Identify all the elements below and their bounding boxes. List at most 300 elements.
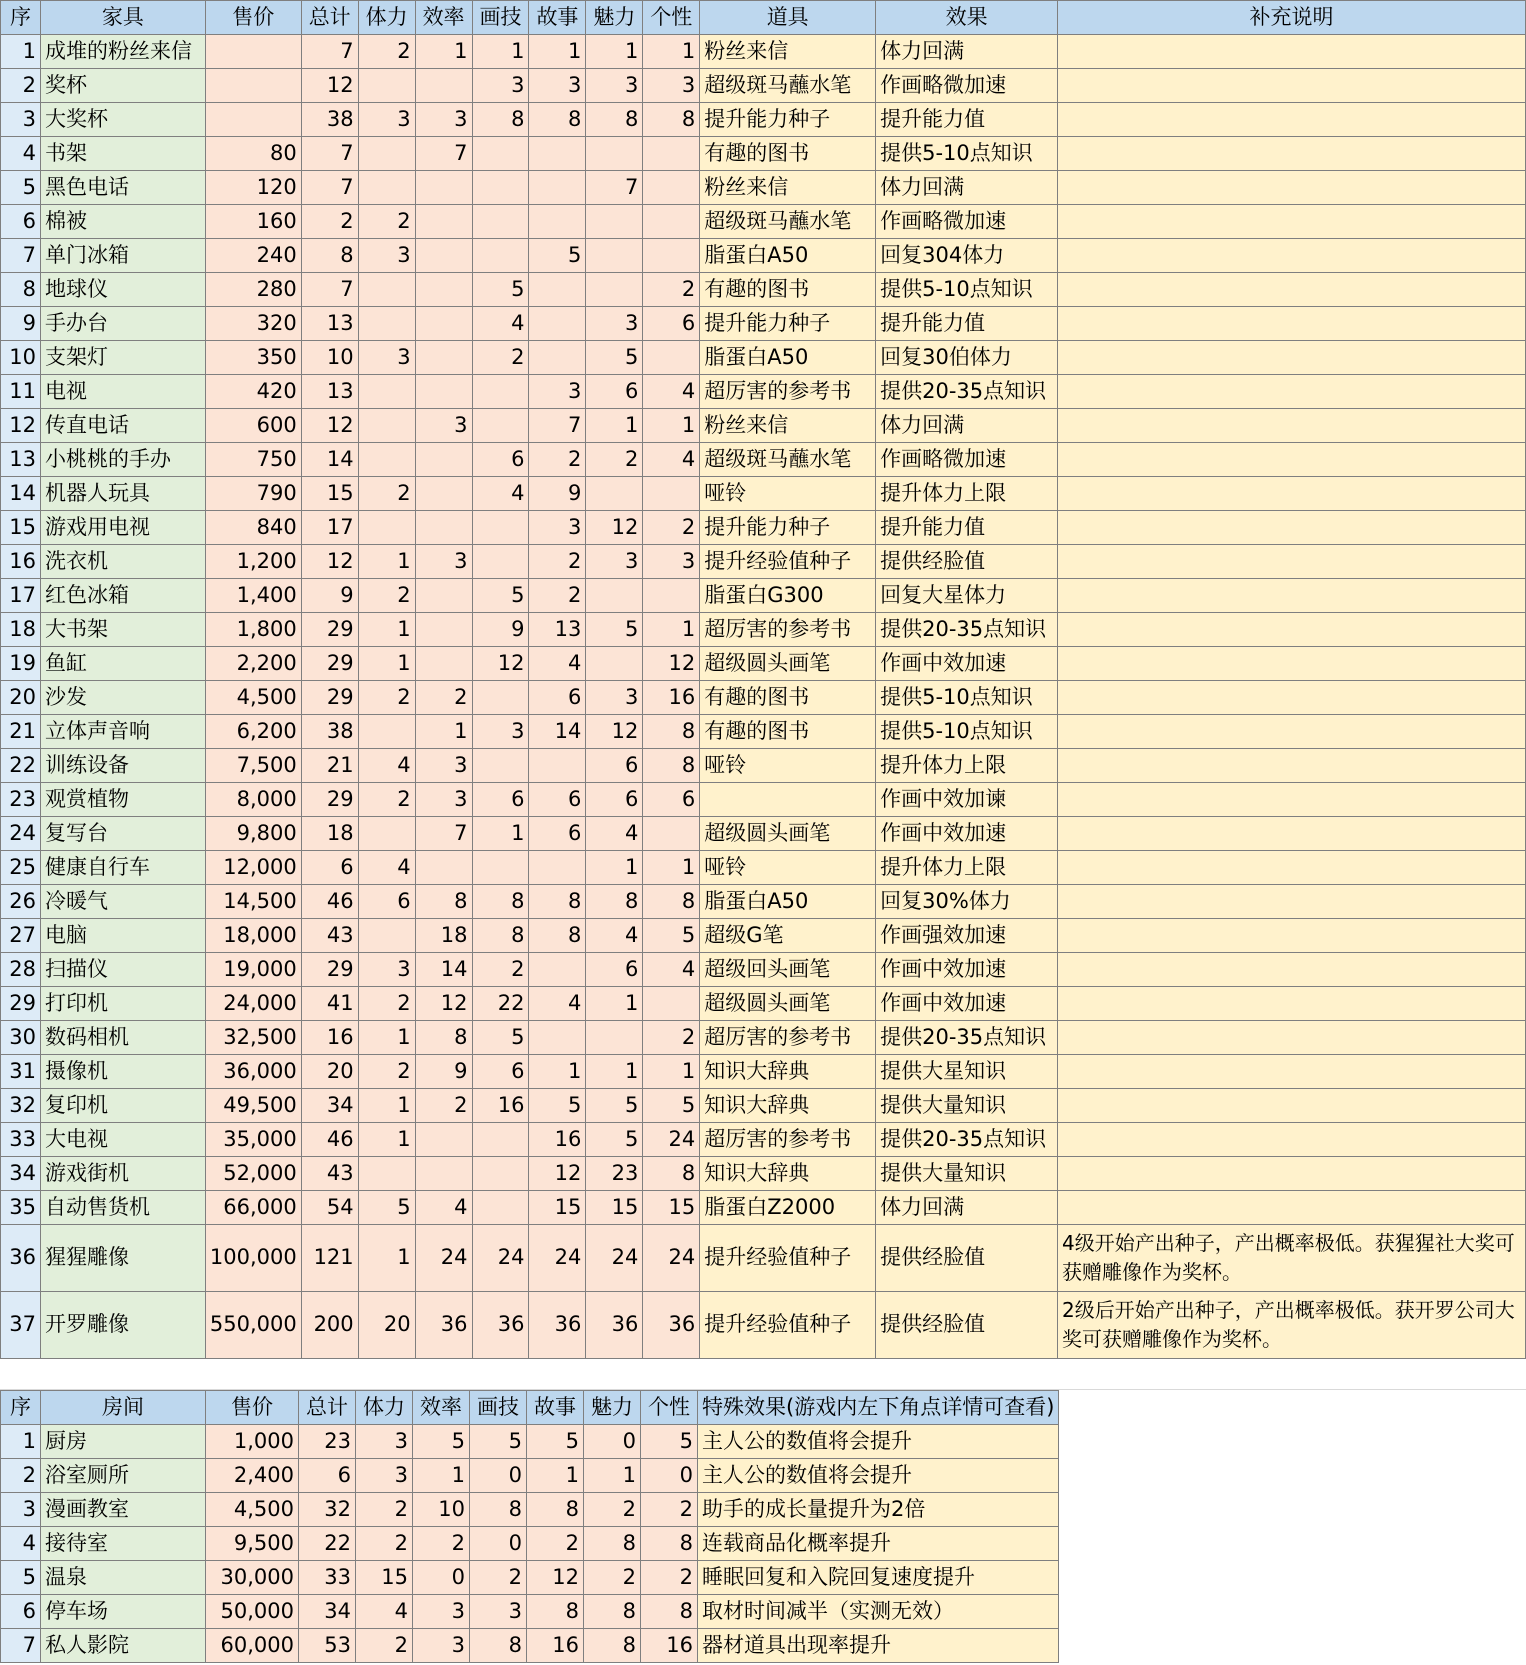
charm-cell[interactable]: 1 bbox=[584, 1459, 641, 1493]
stamina-cell[interactable]: 4 bbox=[358, 851, 415, 885]
story-cell[interactable]: 15 bbox=[529, 1191, 586, 1225]
effect-cell[interactable]: 提供20-35点知识 bbox=[876, 375, 1058, 409]
drawing-cell[interactable] bbox=[472, 205, 529, 239]
efficiency-cell[interactable]: 36 bbox=[415, 1292, 472, 1359]
personality-cell[interactable] bbox=[643, 477, 700, 511]
drawing-cell[interactable] bbox=[472, 1191, 529, 1225]
price-cell[interactable]: 6,200 bbox=[205, 715, 301, 749]
total-cell[interactable]: 6 bbox=[301, 851, 358, 885]
charm-cell[interactable]: 1 bbox=[586, 987, 643, 1021]
charm-cell[interactable]: 5 bbox=[586, 613, 643, 647]
total-cell[interactable]: 13 bbox=[301, 307, 358, 341]
drawing-cell[interactable] bbox=[472, 851, 529, 885]
index-cell[interactable]: 33 bbox=[1, 1123, 41, 1157]
note-cell[interactable] bbox=[1058, 171, 1526, 205]
price-cell[interactable]: 4,500 bbox=[206, 1493, 299, 1527]
personality-cell[interactable]: 8 bbox=[643, 885, 700, 919]
price-cell[interactable]: 60,000 bbox=[206, 1629, 299, 1663]
drawing-cell[interactable]: 24 bbox=[472, 1225, 529, 1292]
item-cell[interactable] bbox=[700, 783, 876, 817]
efficiency-cell[interactable] bbox=[415, 307, 472, 341]
charm-cell[interactable] bbox=[586, 477, 643, 511]
charm-cell[interactable]: 8 bbox=[586, 885, 643, 919]
charm-cell[interactable]: 8 bbox=[584, 1629, 641, 1663]
effect-cell[interactable]: 提供经脸值 bbox=[876, 1225, 1058, 1292]
effect-cell[interactable]: 提升能力值 bbox=[876, 511, 1058, 545]
personality-cell[interactable]: 24 bbox=[643, 1225, 700, 1292]
charm-cell[interactable]: 15 bbox=[586, 1191, 643, 1225]
index-cell[interactable]: 25 bbox=[1, 851, 41, 885]
story-cell[interactable]: 5 bbox=[529, 239, 586, 273]
charm-cell[interactable] bbox=[586, 1021, 643, 1055]
item-cell[interactable]: 提升经验值种子 bbox=[700, 1292, 876, 1359]
efficiency-cell[interactable]: 3 bbox=[415, 409, 472, 443]
column-header[interactable]: 特殊效果(游戏内左下角点详情可查看) bbox=[698, 1391, 1059, 1425]
special-effect-cell[interactable]: 连载商品化概率提升 bbox=[698, 1527, 1059, 1561]
effect-cell[interactable]: 提供大星知识 bbox=[876, 1055, 1058, 1089]
personality-cell[interactable]: 8 bbox=[643, 749, 700, 783]
story-cell[interactable]: 4 bbox=[529, 647, 586, 681]
drawing-cell[interactable]: 0 bbox=[470, 1527, 527, 1561]
efficiency-cell[interactable] bbox=[415, 171, 472, 205]
charm-cell[interactable]: 8 bbox=[586, 103, 643, 137]
story-cell[interactable]: 6 bbox=[529, 817, 586, 851]
index-cell[interactable]: 18 bbox=[1, 613, 41, 647]
room-name-cell[interactable]: 接待室 bbox=[41, 1527, 206, 1561]
index-cell[interactable]: 16 bbox=[1, 545, 41, 579]
efficiency-cell[interactable]: 3 bbox=[415, 783, 472, 817]
total-cell[interactable]: 46 bbox=[301, 1123, 358, 1157]
story-cell[interactable]: 24 bbox=[529, 1225, 586, 1292]
price-cell[interactable]: 750 bbox=[205, 443, 301, 477]
personality-cell[interactable]: 2 bbox=[643, 1021, 700, 1055]
effect-cell[interactable]: 回复30%体力 bbox=[876, 885, 1058, 919]
index-cell[interactable]: 7 bbox=[1, 239, 41, 273]
total-cell[interactable]: 121 bbox=[301, 1225, 358, 1292]
personality-cell[interactable] bbox=[643, 987, 700, 1021]
index-cell[interactable]: 3 bbox=[1, 1493, 41, 1527]
effect-cell[interactable]: 体力回满 bbox=[876, 35, 1058, 69]
effect-cell[interactable]: 作画略微加速 bbox=[876, 69, 1058, 103]
furniture-name-cell[interactable]: 打印机 bbox=[40, 987, 205, 1021]
item-cell[interactable]: 提升经验值种子 bbox=[700, 545, 876, 579]
item-cell[interactable]: 粉丝来信 bbox=[700, 171, 876, 205]
story-cell[interactable]: 5 bbox=[527, 1425, 584, 1459]
stamina-cell[interactable]: 1 bbox=[358, 1021, 415, 1055]
index-cell[interactable]: 13 bbox=[1, 443, 41, 477]
note-cell[interactable] bbox=[1058, 919, 1526, 953]
price-cell[interactable]: 4,500 bbox=[205, 681, 301, 715]
note-cell[interactable] bbox=[1058, 1021, 1526, 1055]
furniture-name-cell[interactable]: 数码相机 bbox=[40, 1021, 205, 1055]
furniture-name-cell[interactable]: 沙发 bbox=[40, 681, 205, 715]
personality-cell[interactable] bbox=[643, 817, 700, 851]
stamina-cell[interactable] bbox=[358, 137, 415, 171]
effect-cell[interactable]: 回复304体力 bbox=[876, 239, 1058, 273]
story-cell[interactable]: 8 bbox=[529, 919, 586, 953]
price-cell[interactable]: 9,500 bbox=[206, 1527, 299, 1561]
index-cell[interactable]: 9 bbox=[1, 307, 41, 341]
total-cell[interactable]: 29 bbox=[301, 647, 358, 681]
price-cell[interactable]: 1,400 bbox=[205, 579, 301, 613]
personality-cell[interactable]: 8 bbox=[643, 103, 700, 137]
stamina-cell[interactable] bbox=[358, 307, 415, 341]
item-cell[interactable]: 知识大辞典 bbox=[700, 1055, 876, 1089]
efficiency-cell[interactable]: 9 bbox=[415, 1055, 472, 1089]
story-cell[interactable]: 2 bbox=[529, 443, 586, 477]
personality-cell[interactable]: 8 bbox=[641, 1595, 698, 1629]
charm-cell[interactable]: 3 bbox=[586, 69, 643, 103]
effect-cell[interactable]: 回复大星体力 bbox=[876, 579, 1058, 613]
column-header[interactable]: 序 bbox=[1, 1391, 41, 1425]
item-cell[interactable]: 哑铃 bbox=[700, 477, 876, 511]
stamina-cell[interactable]: 3 bbox=[358, 953, 415, 987]
special-effect-cell[interactable]: 取材时间减半（实测无效） bbox=[698, 1595, 1059, 1629]
stamina-cell[interactable]: 3 bbox=[358, 103, 415, 137]
stamina-cell[interactable]: 2 bbox=[356, 1493, 413, 1527]
effect-cell[interactable]: 提升体力上限 bbox=[876, 477, 1058, 511]
column-header[interactable]: 画技 bbox=[470, 1391, 527, 1425]
drawing-cell[interactable] bbox=[472, 749, 529, 783]
item-cell[interactable]: 超级斑马蘸水笔 bbox=[700, 205, 876, 239]
stamina-cell[interactable]: 2 bbox=[356, 1527, 413, 1561]
note-cell[interactable] bbox=[1058, 443, 1526, 477]
efficiency-cell[interactable]: 14 bbox=[415, 953, 472, 987]
special-effect-cell[interactable]: 器材道具出现率提升 bbox=[698, 1629, 1059, 1663]
story-cell[interactable]: 8 bbox=[527, 1595, 584, 1629]
effect-cell[interactable]: 提供5-10点知识 bbox=[876, 681, 1058, 715]
index-cell[interactable]: 4 bbox=[1, 137, 41, 171]
item-cell[interactable]: 超厉害的参考书 bbox=[700, 1123, 876, 1157]
note-cell[interactable] bbox=[1058, 273, 1526, 307]
charm-cell[interactable]: 6 bbox=[586, 953, 643, 987]
efficiency-cell[interactable]: 3 bbox=[413, 1595, 470, 1629]
drawing-cell[interactable]: 1 bbox=[472, 35, 529, 69]
total-cell[interactable]: 34 bbox=[301, 1089, 358, 1123]
price-cell[interactable]: 100,000 bbox=[205, 1225, 301, 1292]
room-name-cell[interactable]: 停车场 bbox=[41, 1595, 206, 1629]
efficiency-cell[interactable]: 8 bbox=[415, 885, 472, 919]
drawing-cell[interactable]: 6 bbox=[472, 783, 529, 817]
efficiency-cell[interactable]: 0 bbox=[413, 1561, 470, 1595]
index-cell[interactable]: 30 bbox=[1, 1021, 41, 1055]
effect-cell[interactable]: 作画中效加速 bbox=[876, 647, 1058, 681]
index-cell[interactable]: 31 bbox=[1, 1055, 41, 1089]
drawing-cell[interactable]: 12 bbox=[472, 647, 529, 681]
effect-cell[interactable]: 提供20-35点知识 bbox=[876, 1123, 1058, 1157]
price-cell[interactable]: 240 bbox=[205, 239, 301, 273]
charm-cell[interactable]: 2 bbox=[584, 1561, 641, 1595]
efficiency-cell[interactable]: 2 bbox=[415, 681, 472, 715]
note-cell[interactable] bbox=[1058, 239, 1526, 273]
efficiency-cell[interactable]: 1 bbox=[413, 1459, 470, 1493]
note-cell[interactable] bbox=[1058, 35, 1526, 69]
drawing-cell[interactable]: 8 bbox=[470, 1629, 527, 1663]
note-cell[interactable] bbox=[1058, 953, 1526, 987]
index-cell[interactable]: 4 bbox=[1, 1527, 41, 1561]
total-cell[interactable]: 9 bbox=[301, 579, 358, 613]
story-cell[interactable]: 3 bbox=[529, 375, 586, 409]
room-name-cell[interactable]: 温泉 bbox=[41, 1561, 206, 1595]
price-cell[interactable] bbox=[205, 35, 301, 69]
efficiency-cell[interactable]: 2 bbox=[413, 1527, 470, 1561]
efficiency-cell[interactable]: 2 bbox=[415, 1089, 472, 1123]
column-header[interactable]: 个性 bbox=[643, 1, 700, 35]
drawing-cell[interactable] bbox=[472, 1123, 529, 1157]
item-cell[interactable]: 粉丝来信 bbox=[700, 35, 876, 69]
story-cell[interactable]: 12 bbox=[527, 1561, 584, 1595]
price-cell[interactable]: 12,000 bbox=[205, 851, 301, 885]
personality-cell[interactable]: 2 bbox=[641, 1493, 698, 1527]
index-cell[interactable]: 6 bbox=[1, 1595, 41, 1629]
story-cell[interactable]: 8 bbox=[529, 103, 586, 137]
stamina-cell[interactable]: 4 bbox=[356, 1595, 413, 1629]
efficiency-cell[interactable]: 8 bbox=[415, 1021, 472, 1055]
efficiency-cell[interactable] bbox=[415, 647, 472, 681]
room-name-cell[interactable]: 私人影院 bbox=[41, 1629, 206, 1663]
note-cell[interactable] bbox=[1058, 409, 1526, 443]
total-cell[interactable]: 12 bbox=[301, 545, 358, 579]
index-cell[interactable]: 24 bbox=[1, 817, 41, 851]
index-cell[interactable]: 34 bbox=[1, 1157, 41, 1191]
price-cell[interactable]: 18,000 bbox=[205, 919, 301, 953]
price-cell[interactable]: 50,000 bbox=[206, 1595, 299, 1629]
item-cell[interactable]: 超级圆头画笔 bbox=[700, 987, 876, 1021]
drawing-cell[interactable]: 36 bbox=[472, 1292, 529, 1359]
furniture-name-cell[interactable]: 电视 bbox=[40, 375, 205, 409]
column-header[interactable]: 效率 bbox=[413, 1391, 470, 1425]
charm-cell[interactable]: 2 bbox=[584, 1493, 641, 1527]
price-cell[interactable]: 1,800 bbox=[205, 613, 301, 647]
story-cell[interactable]: 1 bbox=[529, 1055, 586, 1089]
column-header[interactable]: 画技 bbox=[472, 1, 529, 35]
note-cell[interactable] bbox=[1058, 307, 1526, 341]
stamina-cell[interactable] bbox=[358, 715, 415, 749]
efficiency-cell[interactable]: 5 bbox=[413, 1425, 470, 1459]
efficiency-cell[interactable] bbox=[415, 273, 472, 307]
charm-cell[interactable] bbox=[586, 273, 643, 307]
furniture-name-cell[interactable]: 传直电话 bbox=[40, 409, 205, 443]
drawing-cell[interactable] bbox=[472, 511, 529, 545]
charm-cell[interactable]: 23 bbox=[586, 1157, 643, 1191]
story-cell[interactable]: 13 bbox=[529, 613, 586, 647]
drawing-cell[interactable] bbox=[472, 409, 529, 443]
personality-cell[interactable]: 16 bbox=[643, 681, 700, 715]
effect-cell[interactable]: 作画中效加速 bbox=[876, 817, 1058, 851]
note-cell[interactable] bbox=[1058, 1055, 1526, 1089]
stamina-cell[interactable]: 4 bbox=[358, 749, 415, 783]
drawing-cell[interactable]: 3 bbox=[472, 715, 529, 749]
charm-cell[interactable]: 8 bbox=[584, 1595, 641, 1629]
stamina-cell[interactable]: 15 bbox=[356, 1561, 413, 1595]
story-cell[interactable]: 8 bbox=[529, 885, 586, 919]
drawing-cell[interactable] bbox=[472, 239, 529, 273]
furniture-name-cell[interactable]: 猩猩雕像 bbox=[40, 1225, 205, 1292]
total-cell[interactable]: 7 bbox=[301, 273, 358, 307]
personality-cell[interactable]: 2 bbox=[641, 1561, 698, 1595]
story-cell[interactable]: 8 bbox=[527, 1493, 584, 1527]
index-cell[interactable]: 32 bbox=[1, 1089, 41, 1123]
efficiency-cell[interactable]: 4 bbox=[415, 1191, 472, 1225]
note-cell[interactable] bbox=[1058, 1157, 1526, 1191]
total-cell[interactable]: 43 bbox=[301, 919, 358, 953]
story-cell[interactable]: 16 bbox=[529, 1123, 586, 1157]
story-cell[interactable] bbox=[529, 273, 586, 307]
drawing-cell[interactable]: 3 bbox=[470, 1595, 527, 1629]
total-cell[interactable]: 22 bbox=[299, 1527, 356, 1561]
story-cell[interactable]: 7 bbox=[529, 409, 586, 443]
story-cell[interactable]: 6 bbox=[529, 783, 586, 817]
effect-cell[interactable]: 体力回满 bbox=[876, 409, 1058, 443]
total-cell[interactable]: 33 bbox=[299, 1561, 356, 1595]
item-cell[interactable]: 超厉害的参考书 bbox=[700, 375, 876, 409]
furniture-name-cell[interactable]: 红色冰箱 bbox=[40, 579, 205, 613]
price-cell[interactable]: 600 bbox=[205, 409, 301, 443]
price-cell[interactable] bbox=[205, 69, 301, 103]
total-cell[interactable]: 15 bbox=[301, 477, 358, 511]
drawing-cell[interactable] bbox=[472, 171, 529, 205]
index-cell[interactable]: 26 bbox=[1, 885, 41, 919]
furniture-name-cell[interactable]: 复印机 bbox=[40, 1089, 205, 1123]
total-cell[interactable]: 200 bbox=[301, 1292, 358, 1359]
drawing-cell[interactable]: 5 bbox=[472, 1021, 529, 1055]
price-cell[interactable]: 280 bbox=[205, 273, 301, 307]
price-cell[interactable]: 30,000 bbox=[206, 1561, 299, 1595]
personality-cell[interactable] bbox=[643, 341, 700, 375]
note-cell[interactable] bbox=[1058, 375, 1526, 409]
index-cell[interactable]: 1 bbox=[1, 35, 41, 69]
price-cell[interactable]: 7,500 bbox=[205, 749, 301, 783]
story-cell[interactable]: 3 bbox=[529, 511, 586, 545]
personality-cell[interactable]: 5 bbox=[643, 919, 700, 953]
efficiency-cell[interactable] bbox=[415, 341, 472, 375]
stamina-cell[interactable]: 1 bbox=[358, 613, 415, 647]
furniture-name-cell[interactable]: 机器人玩具 bbox=[40, 477, 205, 511]
item-cell[interactable]: 超级斑马蘸水笔 bbox=[700, 69, 876, 103]
note-cell[interactable] bbox=[1058, 341, 1526, 375]
index-cell[interactable]: 12 bbox=[1, 409, 41, 443]
charm-cell[interactable] bbox=[586, 579, 643, 613]
effect-cell[interactable]: 作画中效加速 bbox=[876, 987, 1058, 1021]
story-cell[interactable]: 4 bbox=[529, 987, 586, 1021]
furniture-name-cell[interactable]: 大电视 bbox=[40, 1123, 205, 1157]
efficiency-cell[interactable]: 7 bbox=[415, 137, 472, 171]
column-header[interactable]: 售价 bbox=[206, 1391, 299, 1425]
item-cell[interactable]: 超级回头画笔 bbox=[700, 953, 876, 987]
story-cell[interactable] bbox=[529, 1021, 586, 1055]
price-cell[interactable]: 80 bbox=[205, 137, 301, 171]
column-header[interactable]: 补充说明 bbox=[1058, 1, 1526, 35]
room-name-cell[interactable]: 漫画教室 bbox=[41, 1493, 206, 1527]
column-header[interactable]: 家具 bbox=[40, 1, 205, 35]
note-cell[interactable] bbox=[1058, 1191, 1526, 1225]
stamina-cell[interactable]: 3 bbox=[356, 1425, 413, 1459]
note-cell[interactable] bbox=[1058, 749, 1526, 783]
total-cell[interactable]: 7 bbox=[301, 137, 358, 171]
personality-cell[interactable]: 12 bbox=[643, 647, 700, 681]
story-cell[interactable]: 2 bbox=[527, 1527, 584, 1561]
item-cell[interactable]: 提升能力种子 bbox=[700, 511, 876, 545]
drawing-cell[interactable]: 22 bbox=[472, 987, 529, 1021]
personality-cell[interactable]: 5 bbox=[641, 1425, 698, 1459]
furniture-name-cell[interactable]: 成堆的粉丝来信 bbox=[40, 35, 205, 69]
furniture-name-cell[interactable]: 观赏植物 bbox=[40, 783, 205, 817]
effect-cell[interactable]: 提供大量知识 bbox=[876, 1157, 1058, 1191]
stamina-cell[interactable]: 2 bbox=[358, 783, 415, 817]
drawing-cell[interactable]: 9 bbox=[472, 613, 529, 647]
index-cell[interactable]: 8 bbox=[1, 273, 41, 307]
total-cell[interactable]: 17 bbox=[301, 511, 358, 545]
index-cell[interactable]: 22 bbox=[1, 749, 41, 783]
story-cell[interactable] bbox=[529, 171, 586, 205]
total-cell[interactable]: 12 bbox=[301, 69, 358, 103]
charm-cell[interactable] bbox=[586, 137, 643, 171]
effect-cell[interactable]: 提升体力上限 bbox=[876, 749, 1058, 783]
stamina-cell[interactable] bbox=[358, 171, 415, 205]
total-cell[interactable]: 6 bbox=[299, 1459, 356, 1493]
note-cell[interactable] bbox=[1058, 817, 1526, 851]
column-header[interactable]: 魅力 bbox=[586, 1, 643, 35]
effect-cell[interactable]: 提供20-35点知识 bbox=[876, 1021, 1058, 1055]
personality-cell[interactable]: 1 bbox=[643, 613, 700, 647]
price-cell[interactable]: 350 bbox=[205, 341, 301, 375]
effect-cell[interactable]: 提供大量知识 bbox=[876, 1089, 1058, 1123]
column-header[interactable]: 故事 bbox=[529, 1, 586, 35]
drawing-cell[interactable] bbox=[472, 1157, 529, 1191]
furniture-name-cell[interactable]: 立体声音响 bbox=[40, 715, 205, 749]
personality-cell[interactable]: 6 bbox=[643, 783, 700, 817]
price-cell[interactable]: 8,000 bbox=[205, 783, 301, 817]
item-cell[interactable]: 超厉害的参考书 bbox=[700, 1021, 876, 1055]
furniture-name-cell[interactable]: 鱼缸 bbox=[40, 647, 205, 681]
column-header[interactable]: 效果 bbox=[876, 1, 1058, 35]
item-cell[interactable]: 超级G笔 bbox=[700, 919, 876, 953]
price-cell[interactable]: 420 bbox=[205, 375, 301, 409]
stamina-cell[interactable]: 2 bbox=[358, 681, 415, 715]
furniture-name-cell[interactable]: 地球仪 bbox=[40, 273, 205, 307]
drawing-cell[interactable]: 3 bbox=[472, 69, 529, 103]
note-cell[interactable] bbox=[1058, 987, 1526, 1021]
total-cell[interactable]: 41 bbox=[301, 987, 358, 1021]
drawing-cell[interactable]: 5 bbox=[472, 273, 529, 307]
personality-cell[interactable]: 5 bbox=[643, 1089, 700, 1123]
furniture-name-cell[interactable]: 大奖杯 bbox=[40, 103, 205, 137]
effect-cell[interactable]: 回复30伯体力 bbox=[876, 341, 1058, 375]
item-cell[interactable]: 有趣的图书 bbox=[700, 137, 876, 171]
efficiency-cell[interactable] bbox=[415, 477, 472, 511]
stamina-cell[interactable] bbox=[358, 69, 415, 103]
drawing-cell[interactable]: 2 bbox=[472, 953, 529, 987]
item-cell[interactable]: 提升能力种子 bbox=[700, 307, 876, 341]
efficiency-cell[interactable]: 3 bbox=[415, 749, 472, 783]
stamina-cell[interactable]: 6 bbox=[358, 885, 415, 919]
total-cell[interactable]: 12 bbox=[301, 409, 358, 443]
personality-cell[interactable]: 1 bbox=[643, 851, 700, 885]
drawing-cell[interactable]: 8 bbox=[472, 885, 529, 919]
index-cell[interactable]: 28 bbox=[1, 953, 41, 987]
note-cell[interactable] bbox=[1058, 885, 1526, 919]
personality-cell[interactable] bbox=[643, 205, 700, 239]
index-cell[interactable]: 2 bbox=[1, 1459, 41, 1493]
stamina-cell[interactable]: 1 bbox=[358, 1089, 415, 1123]
personality-cell[interactable]: 16 bbox=[641, 1629, 698, 1663]
effect-cell[interactable]: 提升能力值 bbox=[876, 103, 1058, 137]
efficiency-cell[interactable] bbox=[415, 375, 472, 409]
efficiency-cell[interactable]: 3 bbox=[415, 103, 472, 137]
room-name-cell[interactable]: 浴室厕所 bbox=[41, 1459, 206, 1493]
efficiency-cell[interactable]: 10 bbox=[413, 1493, 470, 1527]
furniture-name-cell[interactable]: 电脑 bbox=[40, 919, 205, 953]
